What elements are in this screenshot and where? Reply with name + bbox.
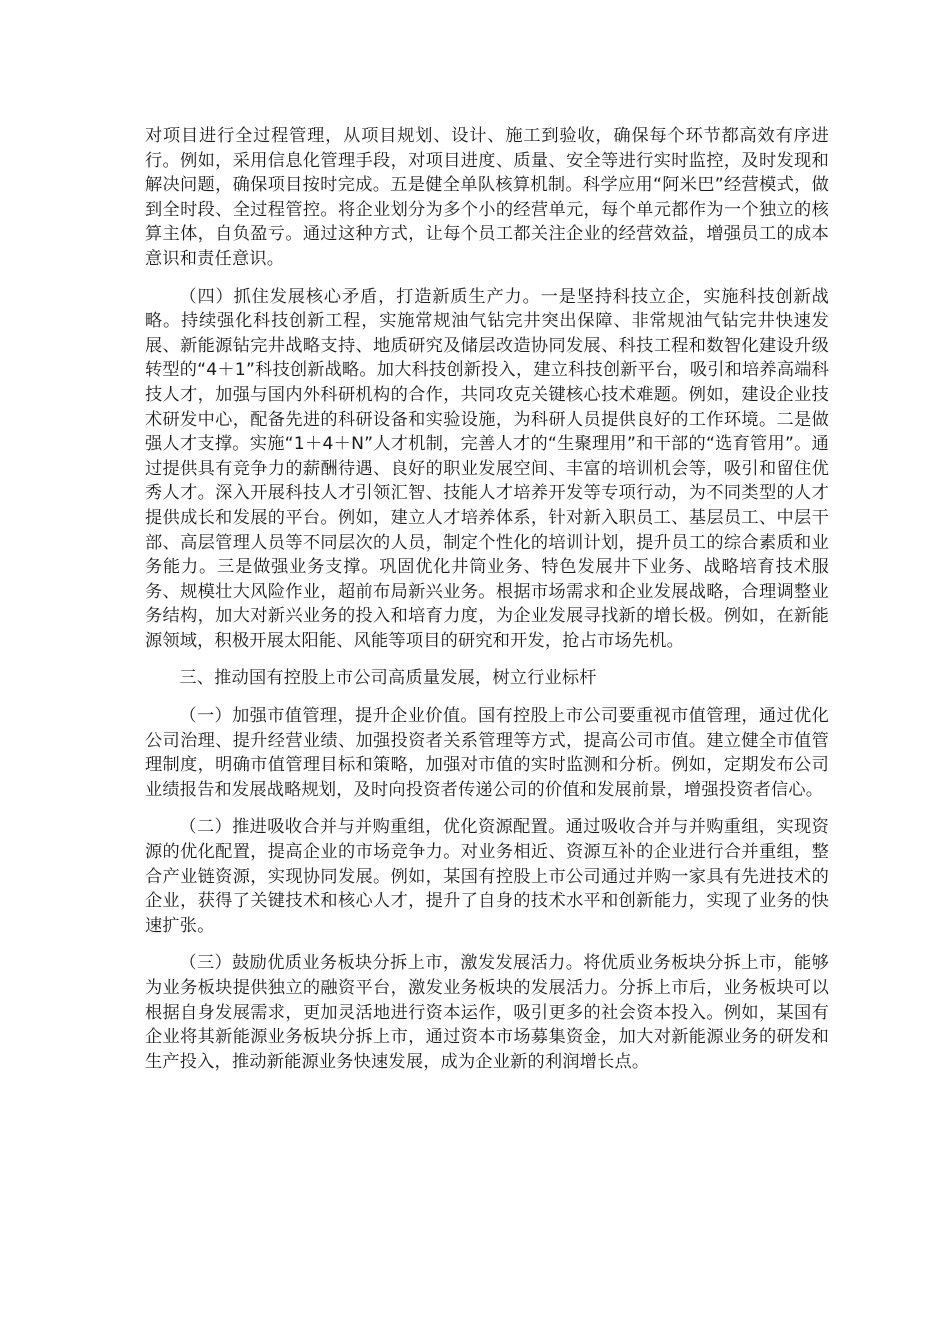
paragraph-market-value: （一）加强市值管理，提升企业价值。国有控股上市公司要重视市值管理，通过优化公司治理、提升经营业绩、加强投资者关系管理等方式，提高公司市值。建立健全市值管理制度，明确市值管理目标和策略，加强对市值的实时监测和分析。例如，定期发布公司业绩报告和发展战略规划，及时向投资者传递公司的价值和发展前景，增强投资者信心。	[145, 706, 829, 800]
paragraph-spin-off: （三）鼓励优质业务板块分拆上市，激发发展活力。将优质业务板块分拆上市，能够为业务板块提供独立的融资平台，激发业务板块的发展活力。分拆上市后，业务板块可以根据自身发展需求，更加灵活地进行资本运作，吸引更多的社会资本投入。例如，某国有企业将其新能源业务板块分拆上市，通过资本市场募集资金，加大对新能源业务的研发和生产投入，推动新能源业务快速发展，成为企业新的利润增长点。	[145, 953, 829, 1072]
paragraph-project-management: 对项目进行全过程管理，从项目规划、设计、施工到验收，确保每个环节都高效有序进行。例如，采用信息化管理手段，对项目进度、质量、安全等进行实时监控，及时发现和解决问题，确保项目按时完成。五是健全单队核算机制。科学应用“阿米巴”经营模式，做到全时段、全过程管控。将企业划分为多个小的经营单元，每个单元都作为一个独立的核算主体，自负盈亏。通过这种方式，让每个员工都关注企业的经营效益，增强员工的成本意识和责任意识。	[145, 126, 829, 269]
section-heading-three: 三、推动国有控股上市公司高质量发展，树立行业标杆	[179, 668, 597, 689]
document-page	[145, 124, 829, 1087]
paragraph-mergers: （二）推进吸收合并与并购重组，优化资源配置。通过吸收合并与并购重组，实现资源的优化配置，提高企业的市场竞争力。对业务相近、资源互补的企业进行合并重组，整合产业链资源，实现协同发展。例如，某国有控股上市公司通过并购一家具有先进技术的企业，获得了关键技术和核心人才，提升了自身的技术水平和创新能力，实现了业务的快速扩张。	[145, 817, 829, 936]
paragraph-section-four: （四）抓住发展核心矛盾，打造新质生产力。一是坚持科技立企，实施科技创新战略。持续强化科技创新工程，实施常规油气钻完井突出保障、非常规油气钻完井快速发展、新能源钻完井战略支持、地质研究及储层改造协同发展、科技工程和数智化建设升级转型的“4＋1”科技创新战略。加大科技创新投入，建立科技创新平台，吸引和培养高端科技人才，加强与国内外科研机构的合作，共同攻克关键核心技术难题。例如，建设企业技术研发中心，配备先进的科研设备和实验设施，为科研人员提供良好的工作环境。二是做强人才支撑。实施“1＋4＋N”人才机制，完善人才的“生聚理用”和干部的“选育管用”。通过提供具有竞争力的薪酬待遇、良好的职业发展空间、丰富的培训机会等，吸引和留住优秀人才。深入开展科技人才引领汇智、技能人才培养开发等专项行动，为不同类型的人才提供成长和发展的平台。例如，建立人才培养体系，针对新入职员工、基层员工、中层干部、高层管理人员等不同层次的人员，制定个性化的培训计划，提升员工的综合素质和业务能力。三是做强业务支撑。巩固优化井筒业务、特色发展井下业务、战略培育技术服务、规模壮大风险作业，超前布局新兴业务。根据市场需求和企业发展战略，合理调整业务结构，加大对新兴业务的投入和培育力度，为企业发展寻找新的增长极。例如，在新能源领域，积极开展太阳能、风能等项目的研究和开发，抢占市场先机。	[145, 286, 829, 651]
